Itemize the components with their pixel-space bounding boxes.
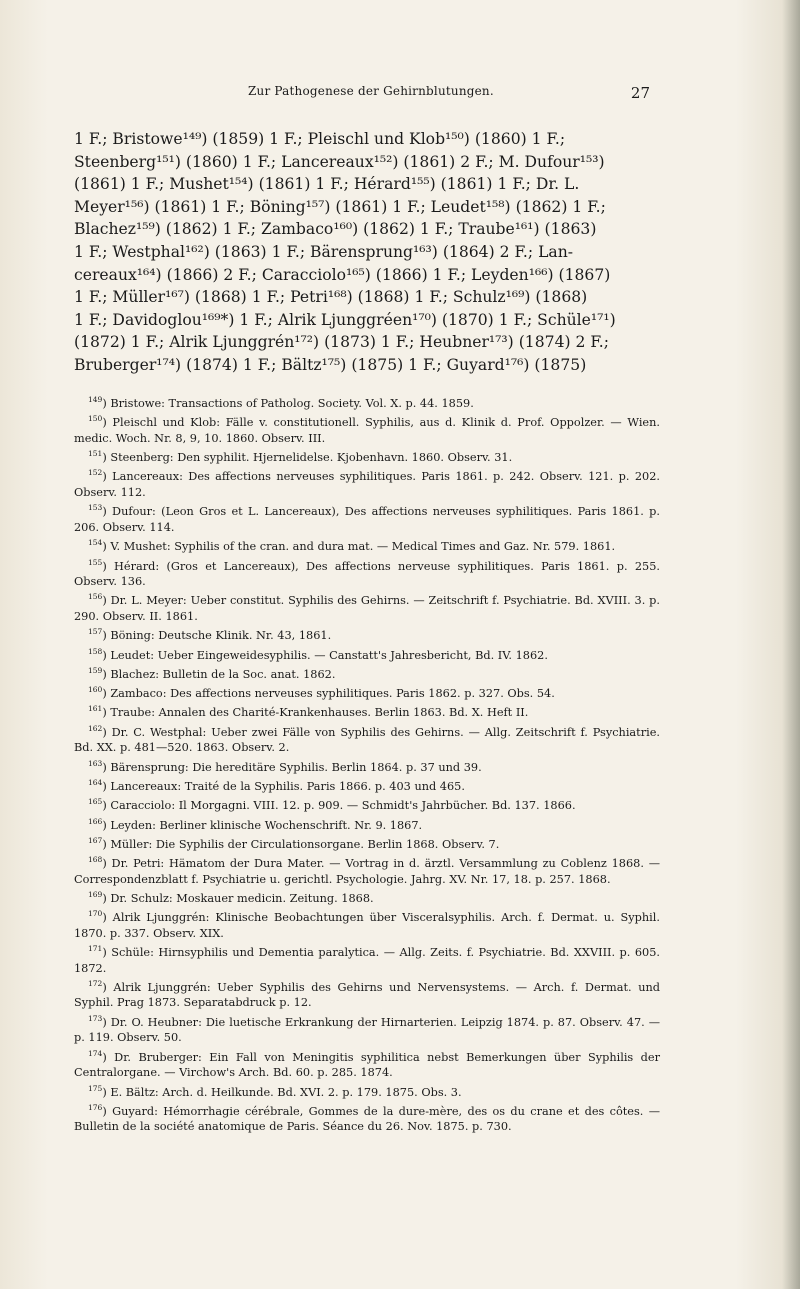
footnote: [74, 624, 660, 643]
footnote: [74, 663, 660, 682]
footnote-number: 151: [88, 449, 103, 459]
body-line: 1 F.; Müller¹⁶⁷) (1868) 1 F.; Petri¹⁶⁸) (1868) 1 F.; Schulz¹⁶⁹) (1868): [74, 288, 588, 307]
footnote: [74, 1081, 660, 1100]
footnote-number: 156: [88, 592, 103, 602]
footnote-text: ) E. Bältz: Arch. d. Heilkunde. Bd. XVI. 2. p. 179. 1875. Obs. 3.: [102, 1085, 462, 1099]
body-line: Bruberger¹⁷⁴) (1874) 1 F.; Bältz¹⁷⁵) (1875) 1 F.; Guyard¹⁷⁶) (1875): [74, 355, 587, 374]
footnote: [74, 906, 660, 941]
footnote-number: 150: [88, 414, 103, 424]
footnote-text: ) Dr. C. Westphal: Ueber zwei Fälle von Syphilis des Gehirns. — Allg. Zeitschrift f. Psychiatrie. Bd. XX. p. 481—520. 1863. Observ. 2.: [74, 725, 660, 755]
footnote-text: ) Bristowe: Transactions of Patholog. Society. Vol. X. p. 44. 1859.: [102, 396, 474, 410]
footnote-number: 165: [88, 797, 103, 807]
footnote-number: 164: [88, 777, 103, 787]
body-line: Meyer¹⁵⁶) (1861) 1 F.; Böning¹⁵⁷) (1861) 1 F.; Leudet¹⁵⁸) (1862) 1 F.;: [74, 197, 606, 216]
body-line: Blachez¹⁵⁹) (1862) 1 F.; Zambaco¹⁶⁰) (1862) 1 F.; Traube¹⁶¹) (1863): [74, 220, 597, 239]
footnote-number: 163: [88, 758, 103, 768]
footnote-text: ) Dr. Bruberger: Ein Fall von Meningitis syphilitica nebst Bemerkungen über Syphilis der Centralorgane. — Virchow's Arch. Bd. 60. p. 285. 1874.: [74, 1050, 660, 1080]
footnote: [74, 392, 660, 411]
footnote-text: ) Traube: Annalen des Charité-Krankenhauses. Berlin 1863. Bd. X. Heft II.: [102, 706, 529, 720]
footnote: [74, 465, 660, 500]
body-line: cereaux¹⁶⁴) (1866) 2 F.; Caracciolo¹⁶⁵) (1866) 1 F.; Leyden¹⁶⁶) (1867): [74, 265, 611, 284]
footnote-text: ) Müller: Die Syphilis der Circulationsorgane. Berlin 1868. Observ. 7.: [102, 837, 500, 851]
footnote: [74, 589, 660, 624]
footnote-number: 176: [88, 1103, 103, 1112]
footnote-text: ) Bärensprung: Die hereditäre Syphilis. Berlin 1864. p. 37 und 39.: [102, 760, 482, 774]
footnote-text: ) V. Mushet: Syphilis of the cran. and dura mat. — Medical Times and Gaz. Nr. 579. 1861.: [102, 539, 616, 553]
footnote-number: 154: [88, 538, 103, 548]
footnote: [74, 446, 660, 465]
footnote-text: ) Hérard: (Gros et Lancereaux), Des affections nerveuse syphilitiques. Paris 1861. p. 255. Observ. 136.: [74, 559, 660, 588]
footnote: [74, 833, 660, 852]
footnotes: [74, 392, 660, 1135]
footnote-text: ) Caracciolo: Il Morgagni. VIII. 12. p. 909. — Schmidt's Jahrbücher. Bd. 137. 1866.: [102, 799, 576, 813]
footnote-number: 167: [88, 835, 103, 845]
footnote-text: ) Guyard: Hémorrhagie cérébrale, Gommes de la dure-mère, des os du crane et des côtes. — Bulletin de la société anatomique de Paris. Séance du 26. Nov. 1875. p. 730.: [74, 1104, 660, 1134]
footnote: [74, 721, 660, 756]
footnote-number: 169: [88, 890, 103, 900]
footnote-number: 157: [88, 627, 103, 637]
footnote: [74, 555, 660, 590]
footnote-number: 172: [88, 979, 103, 989]
body-line: (1861) 1 F.; Mushet¹⁵⁴) (1861) 1 F.; Hérard¹⁵⁵) (1861) 1 F.; Dr. L.: [74, 175, 580, 194]
footnote-number: 170: [88, 909, 103, 919]
footnote-number: 161: [88, 704, 103, 714]
footnote-number: 175: [88, 1083, 103, 1093]
running-title: Zur Pathogenese der Gehirnblutungen.: [248, 84, 494, 98]
body-line: (1872) 1 F.; Alrik Ljunggrén¹⁷²) (1873) 1 F.; Heubner¹⁷³) (1874) 2 F.;: [74, 333, 610, 352]
footnote: [74, 852, 660, 887]
footnote-text: ) Leudet: Ueber Eingeweidesyphilis. — Canstatt's Jahresbericht, Bd. IV. 1862.: [102, 648, 548, 662]
footnote-number: 149: [88, 395, 103, 404]
footnote: [74, 814, 660, 833]
footnote-text: ) Leyden: Berliner klinische Wochenschrift. Nr. 9. 1867.: [102, 818, 423, 832]
footnote-number: 155: [88, 557, 103, 567]
footnote-number: 158: [88, 646, 103, 656]
footnote: [74, 1046, 660, 1081]
footnote-text: ) Böning: Deutsche Klinik. Nr. 43, 1861.: [102, 629, 332, 642]
main-text: [74, 128, 660, 377]
page-number: 27: [630, 84, 650, 102]
footnote: [74, 682, 660, 701]
footnote: [74, 887, 660, 906]
footnote-number: 152: [88, 468, 103, 478]
footnote-number: 162: [88, 723, 103, 733]
footnote-number: 159: [88, 665, 103, 675]
footnote-text: ) Dr. Schulz: Moskauer medicin. Zeitung. 1868.: [102, 891, 374, 905]
footnote: [74, 941, 660, 976]
body-line: Steenberg¹⁵¹) (1860) 1 F.; Lancereaux¹⁵²) (1861) 2 F.; M. Dufour¹⁵³): [74, 152, 605, 171]
footnote-number: 168: [88, 855, 103, 865]
footnote: [74, 1011, 660, 1046]
footnote: [74, 1100, 660, 1135]
footnote-text: ) Schüle: Hirnsyphilis und Dementia paralytica. — Allg. Zeits. f. Psychiatrie. Bd. XXVIII. p. 605. 1872.: [74, 946, 660, 975]
footnote-number: 160: [88, 685, 103, 695]
footnote-number: 171: [88, 944, 103, 954]
footnote-text: ) Lancereaux: Des affections nerveuses syphilitiques. Paris 1861. p. 242. Observ. 121. p. 202. Observ. 112.: [74, 470, 660, 499]
footnote: [74, 756, 660, 775]
footnote-text: ) Dr. L. Meyer: Ueber constitut. Syphilis des Gehirns. — Zeitschrift f. Psychiatrie. Bd. XVIII. 3. p. 290. Observ. II. 1861.: [74, 594, 660, 623]
footnote-text: ) Alrik Ljunggrén: Ueber Syphilis des Gehirns und Nervensystems. — Arch. f. Dermat. und Syphil. Prag 1873. Separatabdruck p. 12.: [74, 980, 660, 1010]
footnote: [74, 775, 660, 794]
footnote: [74, 976, 660, 1011]
footnote-text: ) Alrik Ljunggrén: Klinische Beobachtungen über Visceralsyphilis. Arch. f. Dermat. u. Syphil. 1870. p. 337. Observ. XIX.: [74, 911, 660, 940]
footnote-number: 174: [88, 1048, 103, 1058]
footnote-text: ) Steenberg: Den syphilit. Hjernelidelse. Kjobenhavn. 1860. Observ. 31.: [102, 450, 513, 464]
footnote-text: ) Lancereaux: Traité de la Syphilis. Paris 1866. p. 403 und 465.: [102, 779, 465, 793]
footnote-number: 153: [88, 503, 103, 513]
footnote-text: ) Zambaco: Des affections nerveuses syphilitiques. Paris 1862. p. 327. Obs. 54.: [102, 686, 555, 700]
footnote: [74, 794, 660, 813]
page-edge-shadow: [782, 0, 800, 1289]
footnote-text: ) Dr. O. Heubner: Die luetische Erkrankung der Hirnarterien. Leipzig 1874. p. 87. Observ. 47. — p. 119. Observ. 50.: [74, 1015, 660, 1045]
footnote: [74, 644, 660, 663]
footnote: [74, 535, 660, 554]
footnote: [74, 701, 660, 720]
body-line: 1 F.; Bristowe¹⁴⁹) (1859) 1 F.; Pleischl und Klob¹⁵⁰) (1860) 1 F.;: [74, 130, 566, 148]
footnote: [74, 500, 660, 535]
footnote-number: 166: [88, 816, 103, 826]
footnote-text: ) Dufour: (Leon Gros et L. Lancereaux), Des affections nerveuses syphilitiques. Paris 1861. p. 206. Observ. 114.: [74, 505, 660, 534]
footnote-number: 173: [88, 1013, 103, 1023]
footnote-text: ) Dr. Petri: Hämatom der Dura Mater. — Vortrag in d. ärztl. Versammlung zu Coblenz 1868. — Correspondenzblatt f. Psychiatrie u. gerichtl. Psychologie. Jahrg. XV. Nr. 17, 18. p. 257. 1868.: [74, 856, 660, 886]
footnote-text: ) Blachez: Bulletin de la Soc. anat. 1862.: [102, 667, 336, 681]
footnote: [74, 411, 660, 446]
body-line: 1 F.; Davidoglou¹⁶⁹*) 1 F.; Alrik Ljunggréen¹⁷⁰) (1870) 1 F.; Schüle¹⁷¹): [74, 310, 616, 329]
footnote-text: ) Pleischl und Klob: Fälle v. constitutionell. Syphilis, aus d. Klinik d. Prof. Oppolzer. — Wien. medic. Woch. Nr. 8, 9, 10. 1860. Observ. III.: [74, 416, 660, 445]
body-line: 1 F.; Westphal¹⁶²) (1863) 1 F.; Bärensprung¹⁶³) (1864) 2 F.; Lan-: [74, 242, 574, 261]
